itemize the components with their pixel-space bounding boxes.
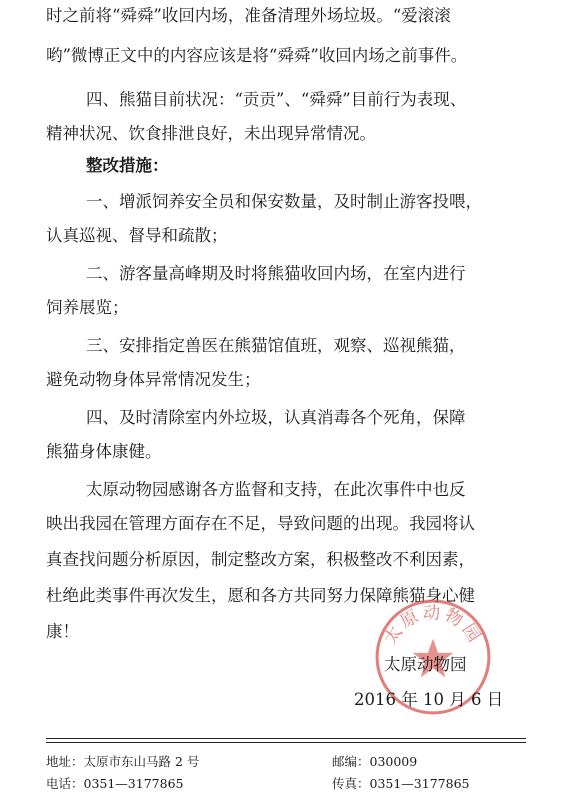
footer-phone: 电话：0351—3177865 bbox=[46, 776, 184, 791]
measure-line: 三、安排指定兽医在熊猫馆值班，观察、巡视熊猫， bbox=[86, 336, 466, 355]
measure-line: 饲养展览； bbox=[46, 298, 129, 317]
measure-line: 熊猫身体康健。 bbox=[46, 442, 162, 461]
measure-line: 四、及时清除室内外垃圾，认真消毒各个死角，保障 bbox=[86, 408, 466, 427]
measure-line: 认真巡视、督导和疏散； bbox=[46, 226, 228, 245]
document-date: 2016 年 10 月 6 日 bbox=[354, 690, 504, 709]
measures-heading: 整改措施： bbox=[86, 156, 169, 175]
paragraph-line: 精神状况、饮食排泄良好，未出现异常情况。 bbox=[46, 124, 376, 143]
footer-divider bbox=[46, 738, 526, 739]
footer-postcode: 邮编：030009 bbox=[332, 754, 418, 769]
closing-line: 康！ bbox=[46, 622, 79, 641]
paragraph-line: 四、熊猫目前状况：“贡贡”、“舜舜”目前行为表现、 bbox=[86, 90, 467, 109]
paragraph-line: 哟”微博正文中的内容应该是将“舜舜”收回内场之前事件。 bbox=[46, 46, 468, 65]
signature-org-name: 太原动物园 bbox=[384, 655, 467, 674]
paragraph-line: 时之前将“舜舜”收回内场，准备清理外场垃圾。“爱滚滚 bbox=[46, 6, 451, 25]
closing-line: 真查找问题分析原因，制定整改方案，积极整改不利因素， bbox=[46, 550, 475, 569]
footer-address: 地址：太原市东山马路 2 号 bbox=[46, 754, 200, 769]
measure-line: 二、游客量高峰期及时将熊猫收回内场，在室内进行 bbox=[86, 264, 466, 283]
seal-text: 太原动物园 bbox=[380, 603, 486, 649]
measure-line: 一、增派饲养安全员和保安数量，及时制止游客投喂， bbox=[86, 192, 482, 211]
closing-line: 太原动物园感谢各方监督和支持，在此次事件中也反 bbox=[86, 480, 466, 499]
closing-line: 映出我园在管理方面存在不足，导致问题的出现。我园将认 bbox=[46, 514, 475, 533]
footer-fax: 传真：0351—3177865 bbox=[332, 776, 470, 791]
footer-divider bbox=[46, 742, 526, 743]
closing-line: 杜绝此类事件再次发生，愿和各方共同努力保障熊猫身心健 bbox=[46, 586, 475, 605]
measure-line: 避免动物身体异常情况发生； bbox=[46, 370, 261, 389]
